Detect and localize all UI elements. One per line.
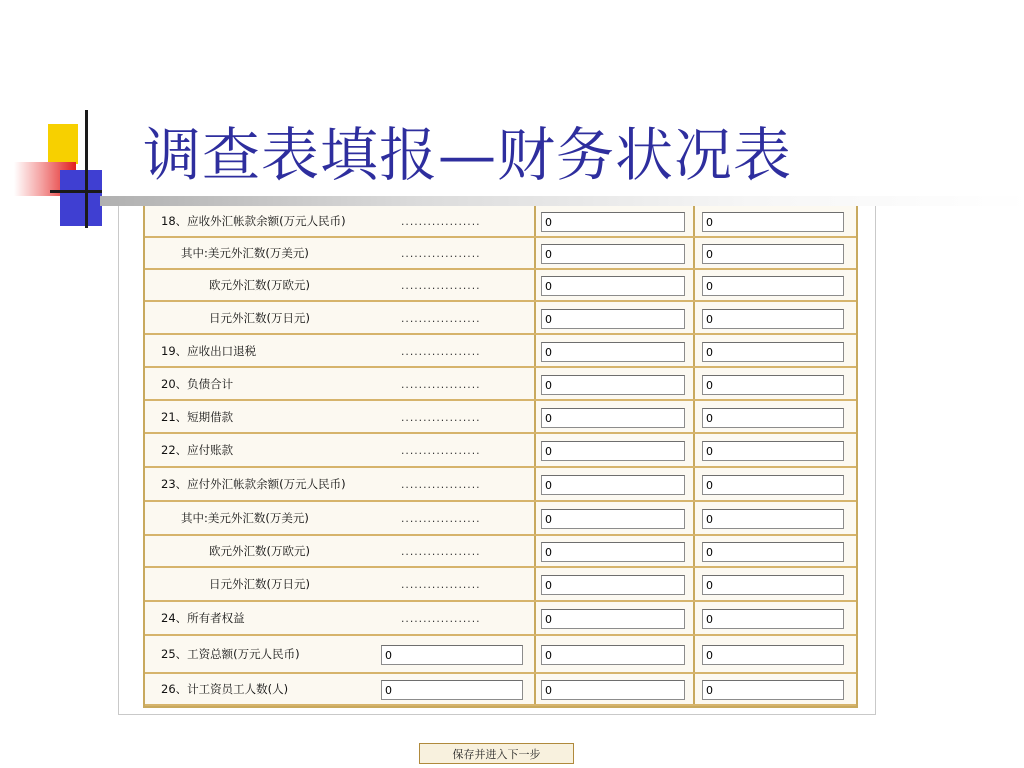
leader-dots: .................. — [400, 380, 480, 391]
slide-title: 调查表填报—财务状况表 — [143, 121, 793, 189]
row-label: 日元外汇数(万日元) — [209, 310, 310, 325]
row-label: 23、应付外汇帐款余额(万元人民币) — [161, 477, 346, 491]
row-label: 20、负债合计 — [161, 376, 234, 391]
value-input-col1[interactable] — [541, 342, 685, 362]
row-label: 26、计工资员工人数(人) — [161, 682, 289, 696]
value-input-col2[interactable] — [702, 475, 844, 495]
value-input-col1[interactable] — [541, 244, 685, 264]
value-input-col0[interactable] — [381, 645, 523, 665]
row-label: 欧元外汇数(万欧元) — [209, 278, 310, 292]
leader-dots: .................. — [400, 413, 480, 424]
value-input-col1[interactable] — [541, 375, 685, 395]
row-label: 21、短期借款 — [161, 409, 234, 424]
leader-dots: .................. — [400, 548, 480, 558]
leader-dots: .................. — [400, 250, 480, 260]
form-row — [145, 502, 856, 536]
leader-dots: .................. — [400, 515, 480, 525]
form-row — [145, 468, 856, 502]
form-row — [145, 401, 856, 434]
row-label: 欧元外汇数(万欧元) — [209, 544, 310, 558]
form-row — [145, 368, 856, 401]
value-input-col2[interactable] — [702, 342, 844, 362]
leader-dots: .................. — [400, 615, 480, 625]
logo-yellow-square — [48, 124, 78, 164]
value-input-col1[interactable] — [541, 309, 685, 329]
form-row — [145, 536, 856, 568]
value-input-col2[interactable] — [702, 408, 844, 428]
form-row — [145, 238, 856, 270]
value-input-col1[interactable] — [541, 408, 685, 428]
leader-dots: .................. — [400, 282, 480, 292]
save-and-next-button[interactable]: 保存并进入下一步 — [419, 743, 574, 764]
value-input-col1[interactable] — [541, 475, 685, 495]
value-input-col1[interactable] — [541, 212, 685, 232]
value-input-col2[interactable] — [702, 575, 844, 595]
form-row — [145, 434, 856, 468]
row-label: 其中:美元外汇数(万美元) — [181, 511, 309, 525]
value-input-col1[interactable] — [541, 645, 685, 665]
value-input-col0[interactable] — [381, 680, 523, 700]
leader-dots: .................. — [400, 481, 480, 491]
leader-dots: .................. — [400, 581, 480, 591]
value-input-col2[interactable] — [702, 680, 844, 700]
form-row — [145, 206, 856, 238]
value-input-col1[interactable] — [541, 276, 685, 296]
leader-dots: .................. — [400, 218, 480, 228]
row-label: 22、应付账款 — [161, 443, 234, 457]
value-input-col2[interactable] — [702, 276, 844, 296]
value-input-col1[interactable] — [541, 509, 685, 529]
value-input-col2[interactable] — [702, 309, 844, 329]
row-label: 19、应收出口退税 — [161, 343, 257, 358]
value-input-col2[interactable] — [702, 645, 844, 665]
financial-status-form — [143, 206, 858, 708]
value-input-col2[interactable] — [702, 441, 844, 461]
form-screenshot-frame — [118, 206, 876, 715]
title-underline-bar — [100, 196, 1024, 206]
logo-vertical-line — [85, 110, 88, 228]
value-input-col1[interactable] — [541, 441, 685, 461]
value-input-col1[interactable] — [541, 609, 685, 629]
form-row — [145, 302, 856, 335]
logo-horizontal-line — [50, 190, 102, 193]
form-row — [145, 602, 856, 636]
value-input-col1[interactable] — [541, 680, 685, 700]
leader-dots: .................. — [400, 314, 480, 325]
row-label: 18、应收外汇帐款余额(万元人民币) — [161, 214, 346, 228]
form-row — [145, 270, 856, 302]
form-row — [145, 636, 856, 674]
leader-dots: .................. — [400, 347, 480, 358]
value-input-col1[interactable] — [541, 542, 685, 562]
value-input-col2[interactable] — [702, 609, 844, 629]
value-input-col2[interactable] — [702, 212, 844, 232]
value-input-col2[interactable] — [702, 244, 844, 264]
row-label: 25、工资总额(万元人民币) — [161, 647, 300, 661]
row-label: 日元外汇数(万日元) — [209, 577, 310, 591]
form-row — [145, 335, 856, 368]
form-row — [145, 568, 856, 602]
value-input-col2[interactable] — [702, 509, 844, 529]
value-input-col2[interactable] — [702, 375, 844, 395]
logo-blue-square — [60, 170, 102, 226]
form-row — [145, 674, 856, 706]
value-input-col2[interactable] — [702, 542, 844, 562]
value-input-col1[interactable] — [541, 575, 685, 595]
leader-dots: .................. — [400, 447, 480, 457]
row-label: 其中:美元外汇数(万美元) — [181, 246, 309, 260]
row-label: 24、所有者权益 — [161, 611, 245, 625]
